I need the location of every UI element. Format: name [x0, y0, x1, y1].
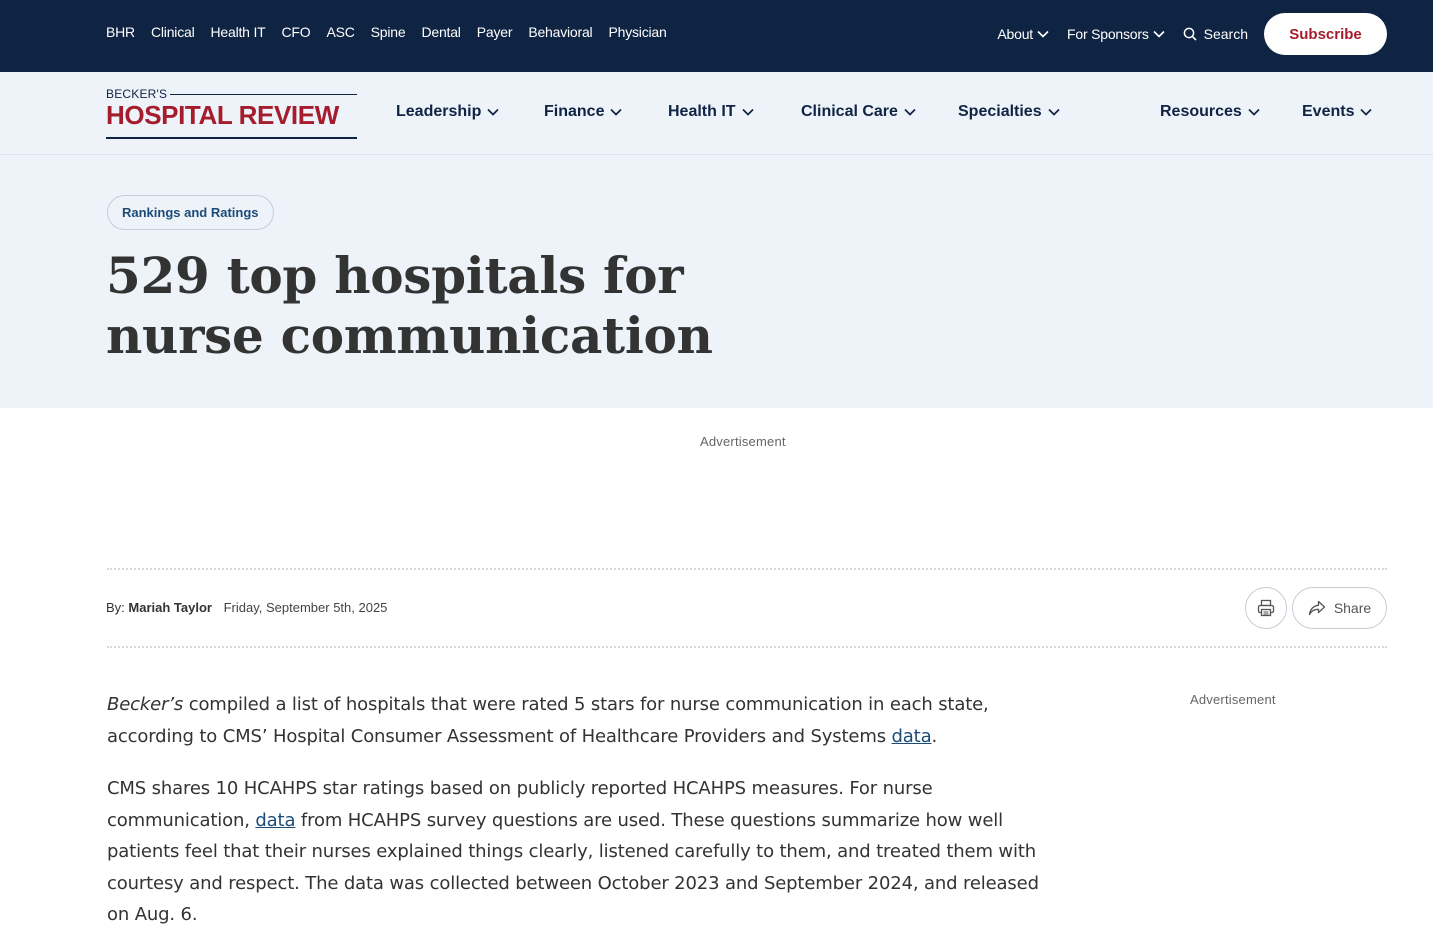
nav-finance-label: Finance [544, 103, 605, 120]
topnav-link-physician[interactable]: Physician [608, 24, 667, 40]
logo-underline [106, 137, 357, 139]
article-title: 529 top hospitals for nurse communication [106, 246, 713, 365]
category-tag[interactable]: Rankings and Ratings [107, 195, 274, 230]
topnav-link-clinical[interactable]: Clinical [150, 24, 195, 40]
paragraph-text: compiled a list of hospitals that were rated 5 stars for nurse communication in each state, according to CMS’ Hospital Consumer Assessment of Healthcare Providers and Systems [107, 694, 989, 747]
nav-clinical-care[interactable] [801, 103, 916, 121]
chevron-down-icon [487, 108, 499, 116]
paragraph-text: . [931, 725, 938, 747]
nav-specialties-label: Specialties [958, 103, 1042, 120]
share-label: Share [1333, 600, 1372, 616]
nav-leadership[interactable] [396, 103, 499, 121]
divider [107, 646, 1387, 648]
chevron-down-icon [742, 108, 754, 116]
topnav-link-cfo[interactable]: CFO [281, 24, 311, 40]
logo-main-text: HOSPITAL REVIEW [106, 100, 339, 130]
nav-specialties[interactable] [958, 103, 1060, 121]
nav-finance[interactable] [544, 103, 622, 121]
search-icon [1183, 27, 1197, 41]
chevron-down-icon [1048, 108, 1060, 116]
nav-events-label: Events [1302, 103, 1355, 120]
nav-health-it-label: Health IT [668, 103, 736, 120]
search-button[interactable] [1183, 26, 1248, 42]
chevron-down-icon [1248, 108, 1260, 116]
chevron-down-icon [1037, 30, 1049, 38]
article-header [0, 155, 1433, 408]
printer-icon [1257, 599, 1275, 617]
divider [107, 568, 1387, 570]
chevron-down-icon [610, 108, 622, 116]
article-paragraph [107, 689, 1062, 752]
logo-rule [170, 94, 357, 95]
print-button[interactable] [1245, 587, 1287, 629]
main-nav [0, 72, 1433, 155]
paragraph-text: CMS shares 10 HCAHPS star ratings based on publicly reported HCAHPS measures. For nurse communication, [107, 778, 933, 831]
nav-health-it[interactable] [668, 103, 754, 121]
for-sponsors-label: For Sponsors [1067, 26, 1149, 42]
share-arrow-icon [1308, 600, 1326, 616]
nav-clinical-care-label: Clinical Care [801, 103, 898, 120]
publication-name: Becker’s [107, 694, 184, 715]
topnav-link-health-it[interactable]: Health IT [210, 24, 266, 40]
byline-prefix: By: [106, 600, 125, 615]
sidebar-advertisement-label: Advertisement [1190, 692, 1276, 707]
topnav-link-dental[interactable]: Dental [421, 24, 461, 40]
subscribe-button[interactable]: Subscribe [1264, 13, 1387, 55]
about-dropdown[interactable] [997, 26, 1049, 42]
nav-resources[interactable] [1160, 103, 1260, 121]
chevron-down-icon [1360, 108, 1372, 116]
article-paragraph [107, 773, 1062, 931]
byline [106, 600, 387, 615]
publication-nav [106, 24, 683, 40]
logo-small-text: BECKER'S [106, 87, 168, 101]
chevron-down-icon [904, 108, 916, 116]
topnav-link-asc[interactable]: ASC [326, 24, 355, 40]
topnav-link-behavioral[interactable]: Behavioral [528, 24, 593, 40]
paragraph-text: from HCAHPS survey questions are used. These questions summarize how well patients feel that their nurses explained things clearly, listened carefully to them, and treated them with courtesy and respect. The data was collected between October 2023 and September 2024, and released on Aug. 6. [107, 809, 1039, 925]
advertisement-label: Advertisement [700, 434, 786, 449]
for-sponsors-dropdown[interactable] [1067, 26, 1165, 42]
site-logo[interactable] [106, 86, 357, 139]
top-bar-actions [997, 13, 1387, 55]
chevron-down-icon [1153, 30, 1165, 38]
search-label: Search [1203, 26, 1248, 42]
topnav-link-spine[interactable]: Spine [370, 24, 406, 40]
top-bar [0, 0, 1433, 72]
nav-leadership-label: Leadership [396, 103, 482, 120]
about-label: About [997, 26, 1033, 42]
publish-date: Friday, September 5th, 2025 [223, 600, 388, 615]
topnav-link-bhr[interactable]: BHR [106, 24, 135, 40]
topnav-link-payer[interactable]: Payer [476, 24, 513, 40]
author-name[interactable]: Mariah Taylor [128, 600, 212, 615]
data-link[interactable]: data [891, 725, 932, 747]
share-button[interactable] [1292, 587, 1387, 629]
nav-events[interactable] [1302, 103, 1372, 121]
nav-resources-label: Resources [1160, 103, 1242, 120]
data-link[interactable]: data [255, 809, 296, 831]
